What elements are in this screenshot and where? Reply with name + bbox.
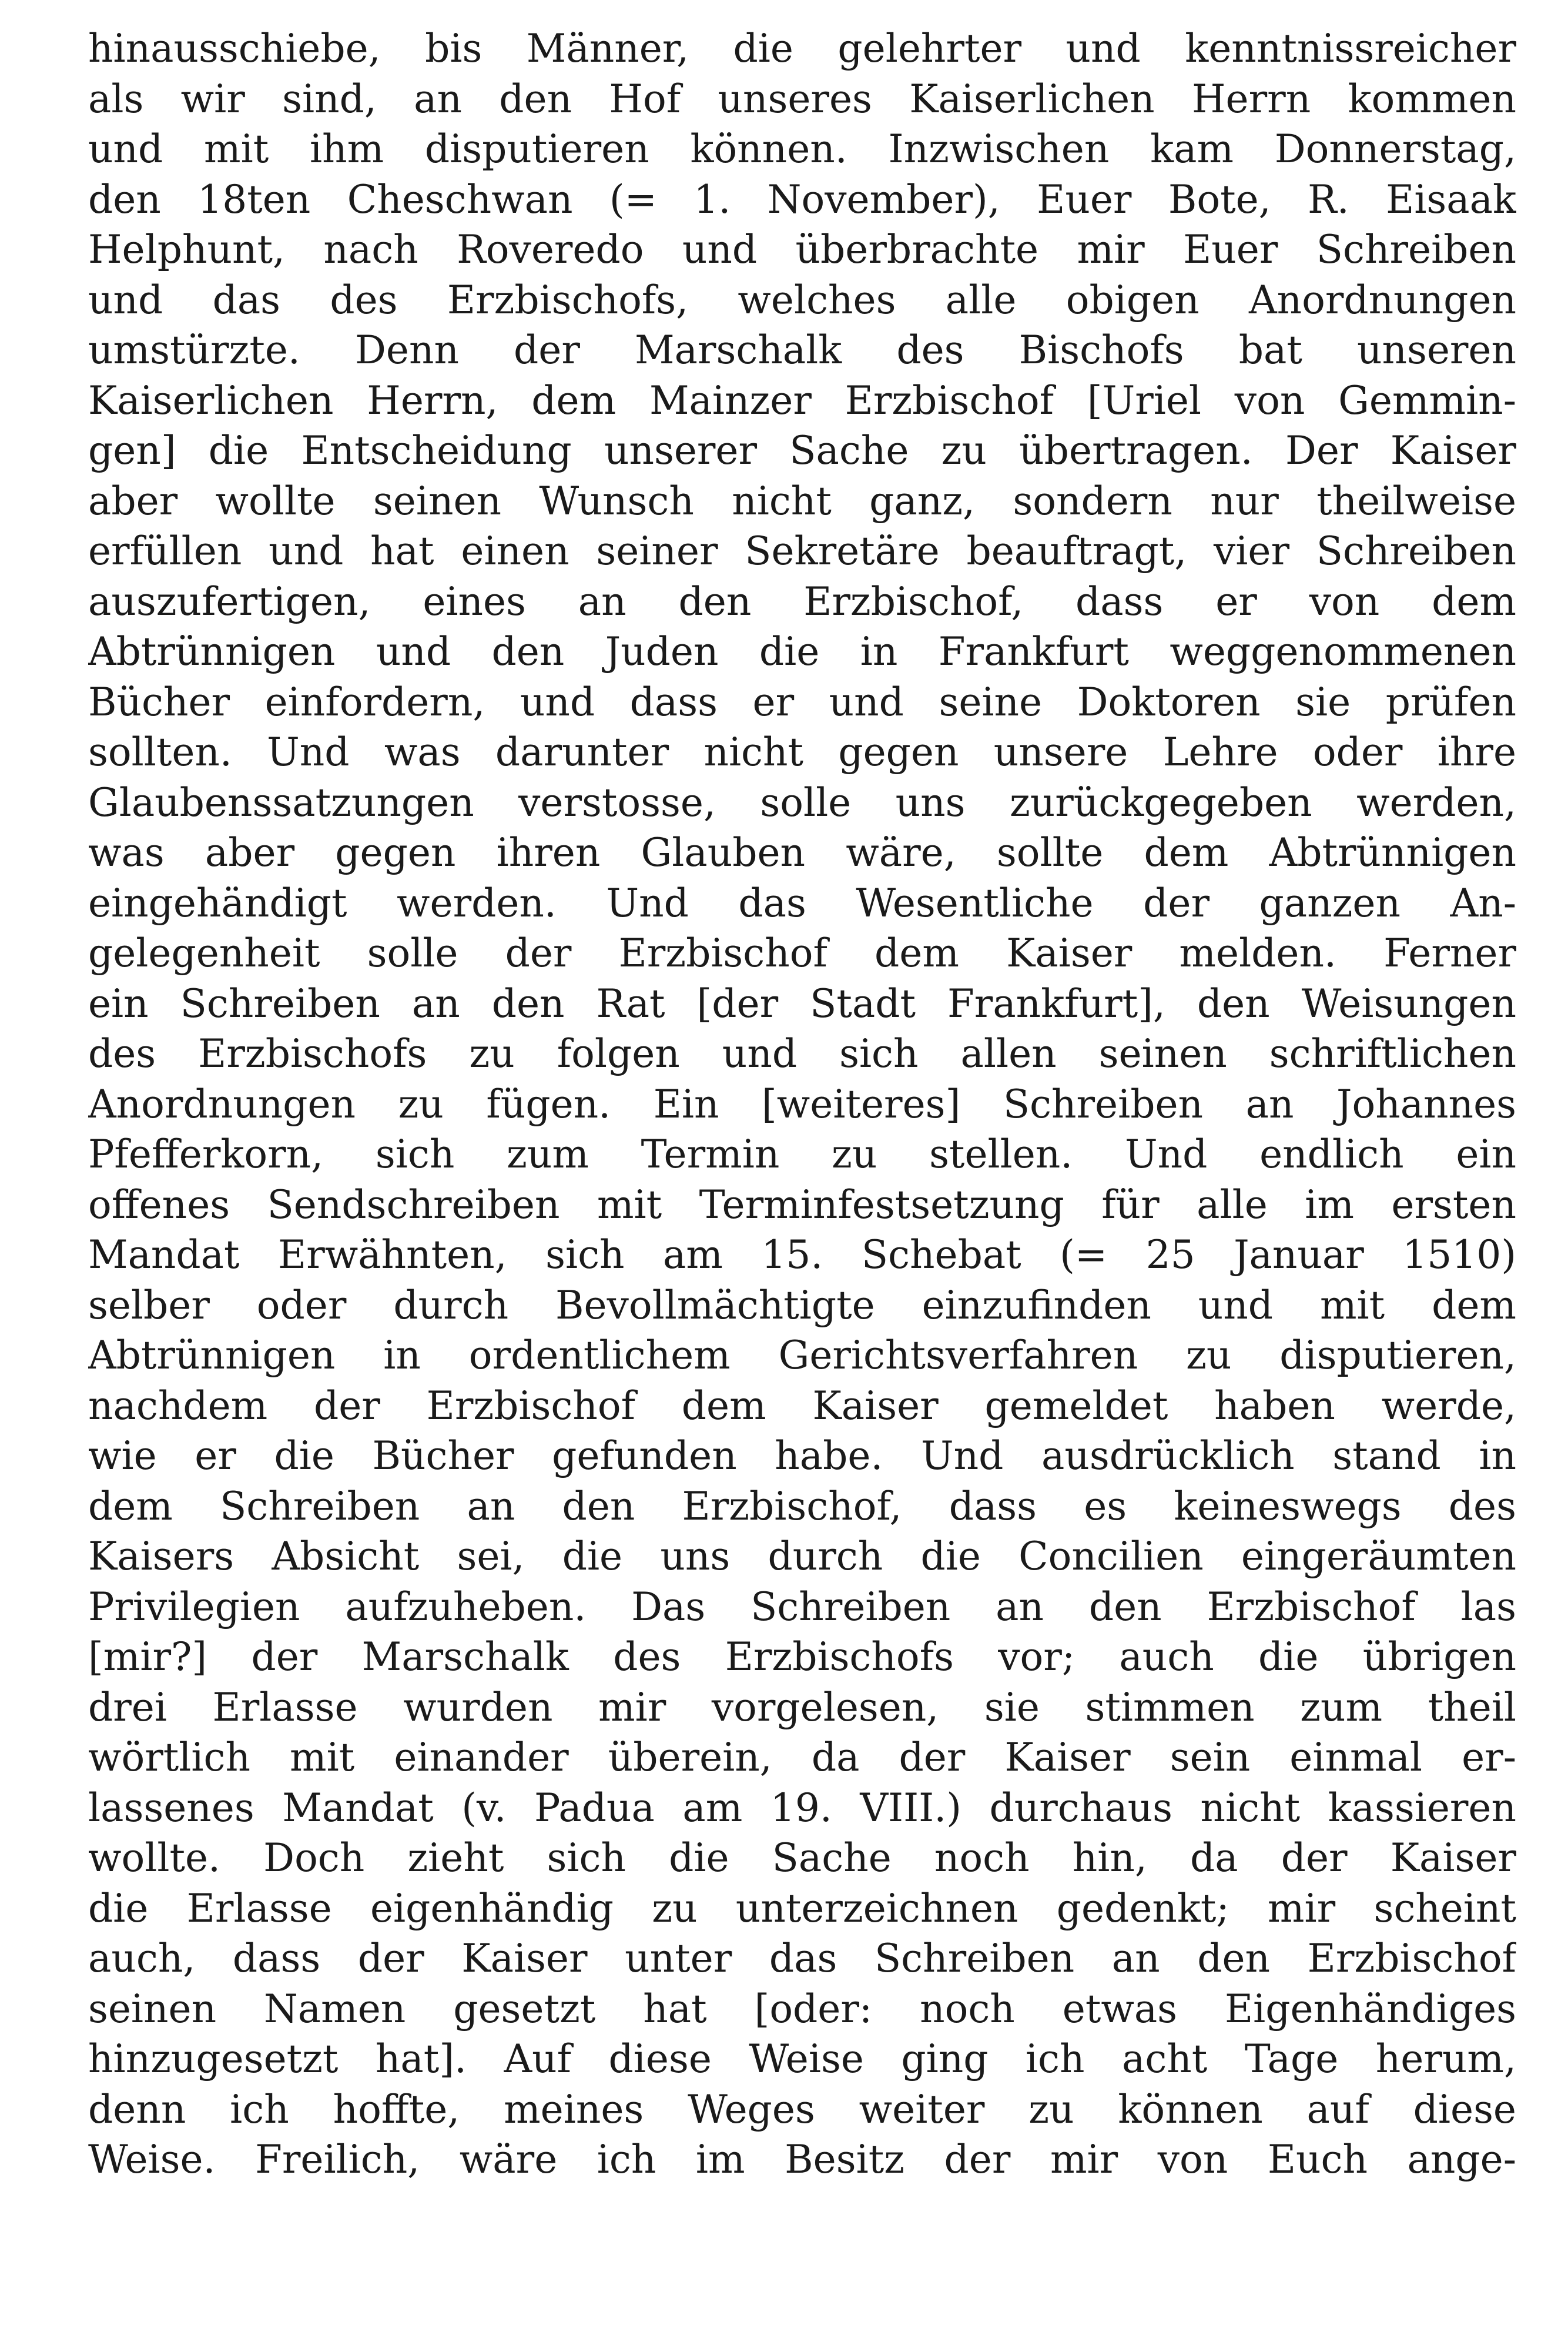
text-line: wie er die Bücher gefunden habe. Und ausdrücklich stand in — [88, 1433, 1516, 1478]
text-line: dem Schreiben an den Erzbischof, dass es keineswegs des — [88, 1483, 1516, 1529]
text-line: und mit ihm disputieren können. Inzwischen kam Donnerstag, — [88, 126, 1516, 172]
text-line: Helphunt, nach Roveredo und überbrachte mir Euer Schreiben — [88, 227, 1516, 272]
text-line: erfüllen und hat einen seiner Sekretäre beauftragt, vier Schreiben — [88, 528, 1516, 574]
text-line: den 18ten Cheschwan (= 1. November), Euer Bote, R. Eisaak — [88, 176, 1516, 222]
text-line: eingehändigt werden. Und das Wesentliche der ganzen An- — [88, 880, 1516, 926]
document-page — [88, 24, 1516, 2310]
text-line: hinzugesetzt hat]. Auf diese Weise ging ich acht Tage herum, — [88, 2036, 1516, 2082]
text-line: die Erlasse eigenhändig zu unterzeichnen gedenkt; mir scheint — [88, 1885, 1516, 1931]
text-line: gen] die Entscheidung unserer Sache zu übertragen. Der Kaiser — [88, 428, 1516, 473]
text-line: Anordnungen zu fügen. Ein [weiteres] Schreiben an Johannes — [88, 1081, 1516, 1127]
text-line: gelegenheit solle der Erzbischof dem Kaiser melden. Ferner — [88, 931, 1516, 976]
text-line: drei Erlasse wurden mir vorgelesen, sie stimmen zum theil — [88, 1684, 1516, 1730]
text-line: Mandat Erwähnten, sich am 15. Schebat (= 25 Januar 1510) — [88, 1232, 1516, 1277]
text-line: ein Schreiben an den Rat [der Stadt Frankfurt], den Weisungen — [88, 981, 1516, 1026]
text-line: auch, dass der Kaiser unter das Schreiben an den Erzbischof — [88, 1936, 1516, 1981]
text-line: Kaisers Absicht sei, die uns durch die Concilien eingeräumten — [88, 1534, 1516, 1579]
text-line: Bücher einfordern, und dass er und seine Doktoren sie prüfen — [88, 679, 1516, 725]
text-line: Weise. Freilich, wäre ich im Besitz der mir von Euch ange- — [88, 2137, 1516, 2182]
text-line: des Erzbischofs zu folgen und sich allen seinen schriftlichen — [88, 1031, 1516, 1076]
text-line: Abtrünnigen in ordentlichem Gerichtsverfahren zu disputieren, — [88, 1333, 1516, 1378]
text-line: Glaubenssatzungen verstosse, solle uns zurückgegeben werden, — [88, 779, 1516, 825]
text-line: seinen Namen gesetzt hat [oder: noch etwas Eigenhändiges — [88, 1986, 1516, 2032]
text-line: aber wollte seinen Wunsch nicht ganz, sondern nur theilweise — [88, 478, 1516, 524]
text-line: als wir sind, an den Hof unseres Kaiserlichen Herrn kommen — [88, 76, 1516, 122]
text-line: Privilegien aufzuheben. Das Schreiben an den Erzbischof las — [88, 1584, 1516, 1630]
text-line: Abtrünnigen und den Juden die in Frankfurt weggenommenen — [88, 629, 1516, 674]
text-line: selber oder durch Bevollmächtigte einzufinden und mit dem — [88, 1282, 1516, 1328]
text-line: denn ich hoffte, meines Weges weiter zu können auf diese — [88, 2086, 1516, 2132]
text-line: und das des Erzbischofs, welches alle obigen Anordnungen — [88, 277, 1516, 323]
text-line: auszufertigen, eines an den Erzbischof, dass er von dem — [88, 578, 1516, 624]
text-line: offenes Sendschreiben mit Terminfestsetzung für alle im ersten — [88, 1182, 1516, 1227]
text-line: was aber gegen ihren Glauben wäre, sollte dem Abtrünnigen — [88, 830, 1516, 875]
text-line: [mir?] der Marschalk des Erzbischofs vor; auch die übrigen — [88, 1634, 1516, 1679]
text-line: Pfefferkorn, sich zum Termin zu stellen. Und endlich ein — [88, 1132, 1516, 1177]
text-line: umstürzte. Denn der Marschalk des Bischofs bat unseren — [88, 327, 1516, 373]
text-line: sollten. Und was darunter nicht gegen unsere Lehre oder ihre — [88, 730, 1516, 775]
text-line: Kaiserlichen Herrn, dem Mainzer Erzbischof [Uriel von Gemmin- — [88, 377, 1516, 423]
text-line: wörtlich mit einander überein, da der Kaiser sein einmal er- — [88, 1735, 1516, 1780]
text-line: lassenes Mandat (v. Padua am 19. VIII.) durchaus nicht kassieren — [88, 1785, 1516, 1831]
text-line: wollte. Doch zieht sich die Sache noch hin, da der Kaiser — [88, 1835, 1516, 1881]
text-line: hinausschiebe, bis Männer, die gelehrter und kenntnissreicher — [88, 26, 1516, 71]
text-line: nachdem der Erzbischof dem Kaiser gemeldet haben werde, — [88, 1383, 1516, 1428]
